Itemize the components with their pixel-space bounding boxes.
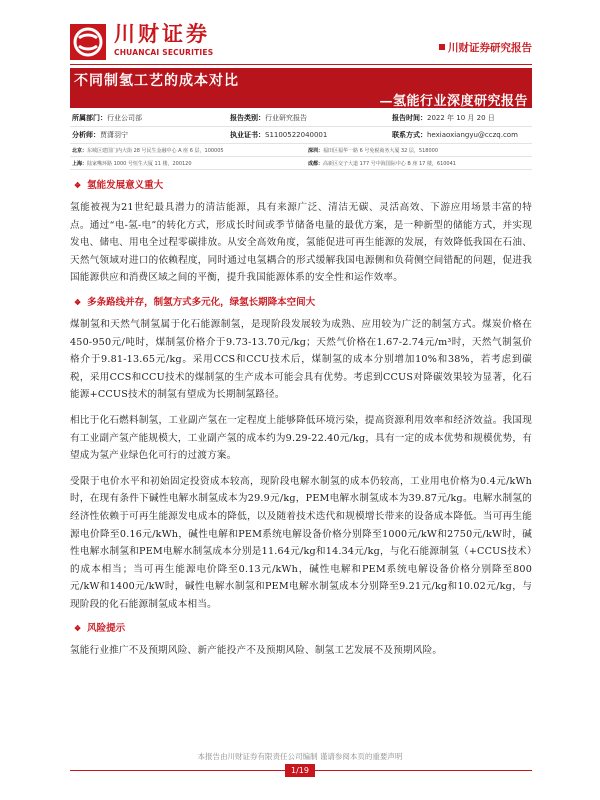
page-header bbox=[0, 0, 600, 60]
diamond-bullet-icon: ❖ bbox=[74, 180, 82, 190]
section-1-paragraph-1: 氢能被视为21世纪最具潜力的清洁能源，具有来源广泛、清洁无碳、灵活高效、下游应用场景丰富的特点。通过“电-氢-电”的转化方式，形成长时间或季节储备电量的最优方案，是一种新型的储能方式，并实现发电、储电、用电全过程零碳排放。从安全高效角度，氢能促进可再生能源的发展，有效降低我国在石油、天然气领域对进口的依赖程度，同时通过电氢耦合的形式缓解我国电源侧和负荷侧空间错配的问题，促进我国能源供应和消费区域之间的平衡，提升我国能源体系的安全性和运作效率。 bbox=[70, 202, 532, 284]
section-2-paragraph-3: 受限于电价水平和初始固定投资成本较高，现阶段电解水制氢的成本仍较高，工业用电价格为0.4元/kWh时，在现有条件下碱性电解水制氢成本为29.9元/kg，PEM电解水制氢成本为39.87元/kg。电解水制氢的经济性依赖于可再生能源发电成本的降低，以及随着技术迭代和规模增长带来的设备成本降低。当可再生能源电价降至0.16元/kWh，碱性电解和PEM系统电解设备价格分别降至1000元/kW和2750元/kW时，碱性电解水制氢和PEM电解水制氢成本分别是11.64元/kg和14.34元/kg，与化石能源制氢（+CCUS技术）的成本相当；当可再生能源电价降至0.13元/kWh，碱性电解和PEM系统电解设备价格分别降至800元/kW和1400元/kW时，碱性电解水制氢和PEM电解水制氢成本分别降至9.21元/kg和10.02元/kg，与现阶段的化石能源制氢成本相当。 bbox=[70, 475, 532, 610]
address-shanghai: 上海：陆家嘴环路 1000 号恒生大厦 11 楼，200120 bbox=[72, 161, 192, 167]
meta-email[interactable]: 联系方式：hexiaoxiangyu@cczq.com bbox=[392, 131, 518, 139]
address-shenzhen: 深圳：福田区福华一路 6 号免税商务大厦 32 层，518000 bbox=[308, 148, 439, 154]
meta-analyst: 分析师：贾潇羽宁 bbox=[72, 131, 128, 139]
header-divider bbox=[70, 64, 532, 65]
meta-industry: 所属部门：行业公司部 bbox=[72, 114, 142, 122]
chuancai-logo-icon bbox=[70, 24, 106, 60]
meta-cert: 执业证书：S1100522040001 bbox=[230, 131, 328, 139]
report-tag-text: 川财证券研究报告 bbox=[448, 42, 532, 54]
report-body bbox=[70, 178, 532, 668]
address-beijing: 北京：东城区建国门内大街 28 号民生金融中心 A 座 6 层，100005 bbox=[72, 148, 224, 154]
page-number: 1/19 bbox=[285, 764, 315, 777]
section-heading-3: ❖ 风险提示 bbox=[74, 623, 126, 635]
report-meta bbox=[70, 110, 532, 170]
section-heading-2: ❖ 多条路线并存，制氢方式多元化，绿氢长期降本空间大 bbox=[74, 296, 316, 308]
meta-row-1 bbox=[70, 110, 532, 127]
report-subtitle: —氢能行业深度研究报告 bbox=[379, 94, 528, 109]
section-heading-1: ❖ 氢能发展意义重大 bbox=[74, 180, 164, 191]
section-3-paragraph-1: 氢能行业推广不及预期风险、新产能投产不及预期风险、制氢工艺发展不及预期风险。 bbox=[70, 645, 443, 657]
meta-report-type: 报告类别：行业研究报告 bbox=[230, 114, 307, 122]
brand-name-en: CHUANCAI SECURITIES bbox=[114, 48, 214, 57]
section-2-paragraph-2: 相比于化石燃料制氢，工业副产氢在一定程度上能够降低环境污染，提高资源利用效率和经济效益。我国现有工业副产氢产能规模大，工业副产氢的成本约为9.29-22.40元/kg，具有一定的成本优势和规模优势，有望成为氢产业绿色化可行的过渡方案。 bbox=[70, 414, 532, 462]
title-banner bbox=[70, 68, 532, 108]
report-tag bbox=[439, 40, 532, 55]
diamond-bullet-icon: ❖ bbox=[74, 296, 82, 307]
meta-row-2 bbox=[70, 127, 532, 144]
meta-row-3 bbox=[70, 144, 532, 157]
diamond-bullet-icon: ❖ bbox=[74, 623, 82, 634]
meta-row-4 bbox=[70, 157, 532, 170]
footer-disclaimer: 本报告由川财证券有限责任公司编制 谨请参阅本页的重要声明 bbox=[197, 752, 403, 761]
address-chengdu: 成都：高新区交子大道 177 号中海国际中心 B 座 17 楼，610041 bbox=[308, 161, 456, 167]
meta-report-time: 报告时间：2022 年 10 月 20 日 bbox=[392, 114, 495, 122]
brand-name-cn: 川财证券 bbox=[114, 22, 210, 46]
square-bullet-icon bbox=[439, 44, 445, 50]
section-2-paragraph-1: 煤制氢和天然气制氢属于化石能源制氢，是现阶段发展较为成熟、应用较为广泛的制氢方式。煤炭价格在450-950元/吨时，煤制氢价格介于9.73-13.70元/kg；天然气价格在1.67-2.74元/m³时，天然气制氢价格介于9.81-13.65元/kg。采用CCS和CCU技术后，煤制氢的成本分别增加10%和38%，若考虑到碳税，采用CCS和CCU技术的煤制氢的生产成本可能会具有优势。考虑到CCUS对降碳效果较为显著，化石能源+CCUS技术的制氢有望成为长期制氢路径。 bbox=[70, 318, 532, 401]
report-title: 不同制氢工艺的成本对比 bbox=[74, 73, 239, 89]
